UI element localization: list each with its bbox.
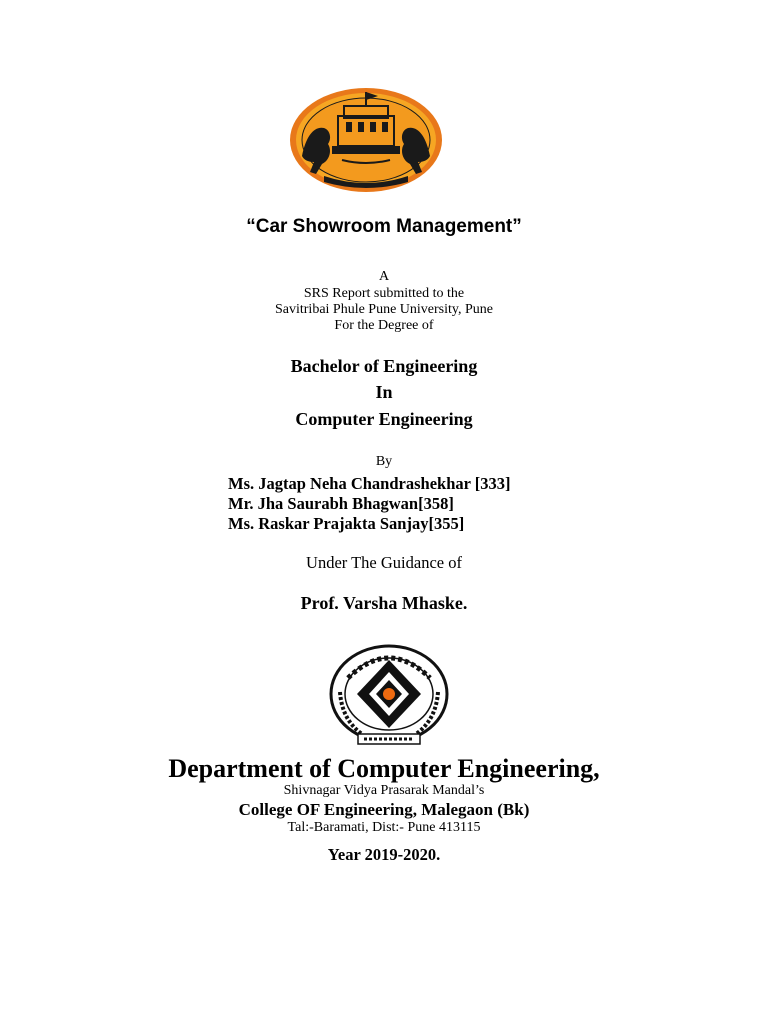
department-name: Department of Computer Engineering, xyxy=(168,754,600,783)
degree-branch: Computer Engineering xyxy=(295,409,473,429)
submission-a: A xyxy=(378,269,390,284)
university-emblem-icon xyxy=(288,86,444,194)
author-2: Mr. Jha Saurabh Bhagwan[358] xyxy=(228,494,454,513)
guide-name: Prof. Varsha Mhaske. xyxy=(300,593,468,613)
guidance-label: Under The Guidance of xyxy=(306,553,462,572)
degree-name: Bachelor of Engineering xyxy=(290,356,478,376)
author-list xyxy=(228,474,511,534)
college-emblem-icon xyxy=(326,642,452,750)
degree-in: In xyxy=(375,382,393,402)
college-name: College OF Engineering, Malegaon (Bk) xyxy=(238,800,530,819)
author-1: Ms. Jagtap Neha Chandrashekhar [333] xyxy=(228,474,511,493)
submission-line-3: For the Degree of xyxy=(334,318,434,333)
by-label: By xyxy=(375,454,393,469)
submission-line-1: SRS Report submitted to the xyxy=(303,286,465,301)
author-3: Ms. Raskar Prajakta Sanjay[355] xyxy=(228,514,465,533)
mandal-name: Shivnagar Vidya Prasarak Mandal’s xyxy=(283,783,485,798)
submission-line-2: Savitribai Phule Pune University, Pune xyxy=(274,302,494,317)
college-address: Tal:-Baramati, Dist:- Pune 413115 xyxy=(287,820,481,835)
project-title: “Car Showroom Management” xyxy=(246,216,522,237)
academic-year: Year 2019-2020. xyxy=(327,845,441,864)
